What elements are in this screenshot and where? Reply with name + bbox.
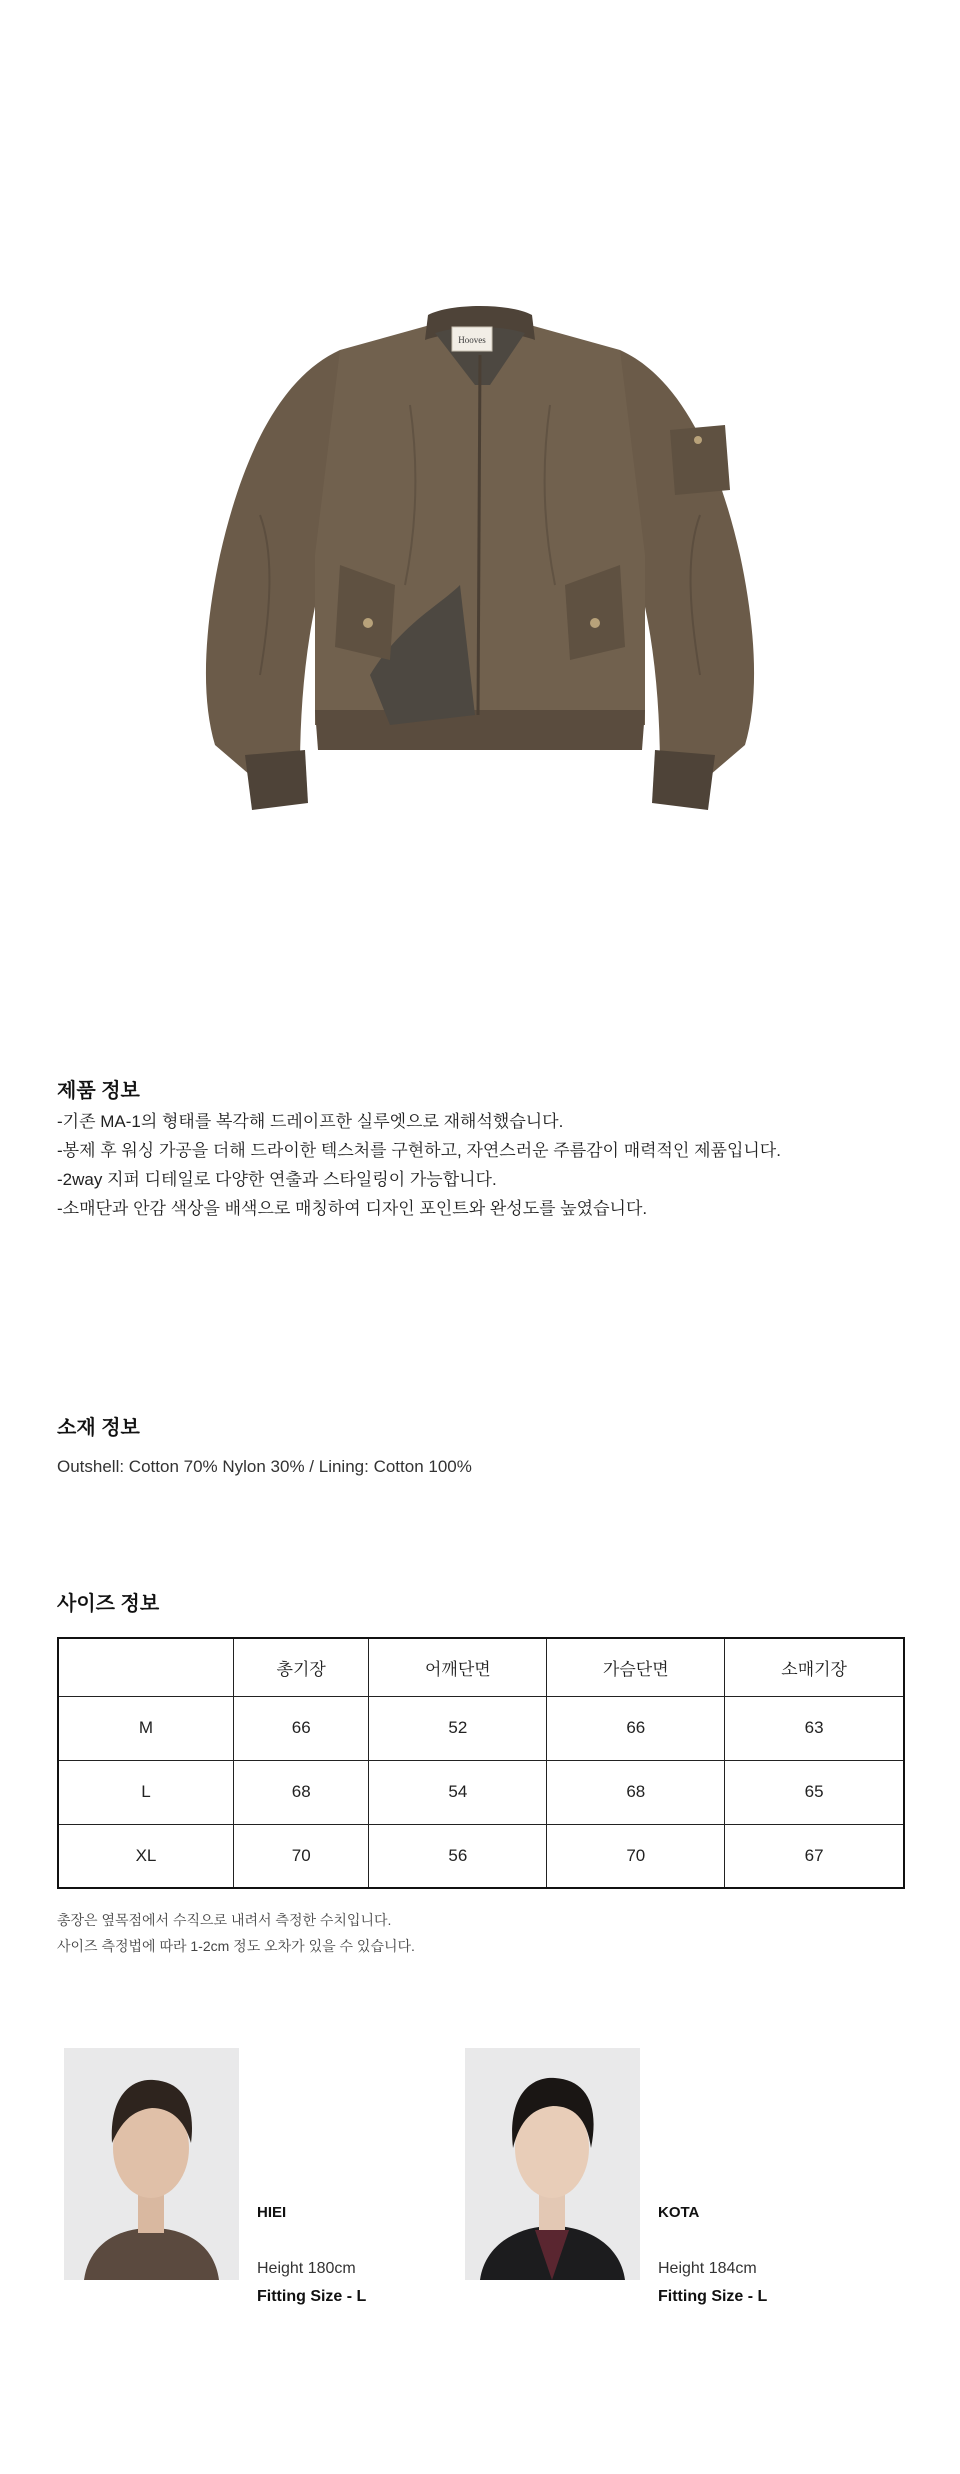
material-composition: Outshell: Cotton 70% Nylon 30% / Lining: Cotton 100% [57,1457,472,1476]
table-cell: 63 [725,1696,904,1760]
header-cell [58,1638,234,1696]
size-title: 사이즈 정보 [57,1593,160,1615]
description-line: -기존 MA-1의 형태를 복각해 드레이프한 실루엣으로 재해석했습니다. [57,1112,564,1131]
table-cell: 66 [547,1696,725,1760]
table-cell: 68 [547,1760,725,1824]
header-cell: 어깨단면 [369,1638,547,1696]
table-cell: 68 [234,1760,369,1824]
model-name: HIEI [257,2204,287,2221]
model-fitting-size: Fitting Size - L [257,2288,367,2305]
header-cell: 총기장 [234,1638,369,1696]
table-cell: 54 [369,1760,547,1824]
size-note: 사이즈 측정법에 따라 1-2cm 정도 오차가 있을 수 있습니다. [57,1938,415,1954]
material-title: 소재 정보 [57,1417,140,1439]
header-cell: 가슴단면 [547,1638,725,1696]
table-cell: 67 [725,1824,904,1888]
table-cell: 66 [234,1696,369,1760]
model-height: Height 184cm [658,2260,757,2277]
description-line: -소매단과 안감 색상을 배색으로 매칭하여 디자인 포인트와 완성도를 높였습니다. [57,1199,648,1218]
model-photo [64,2048,239,2280]
table-cell: 56 [369,1824,547,1888]
description-line: -2way 지퍼 디테일로 다양한 연출과 스타일링이 가능합니다. [57,1170,497,1189]
size-note: 총장은 옆목점에서 수직으로 내려서 측정한 수치입니다. [57,1912,392,1928]
table-row [58,1696,904,1760]
product-info-title: 제품 정보 [57,1080,140,1102]
size-label: L [58,1760,234,1824]
product-description-list [57,1107,781,1223]
table-cell: 52 [369,1696,547,1760]
size-label: XL [58,1824,234,1888]
table-row [58,1824,904,1888]
table-cell: 70 [547,1824,725,1888]
description-line: -봉제 후 워싱 가공을 더해 드라이한 텍스처를 구현하고, 자연스러운 주름감이 매력적인 제품입니다. [57,1141,781,1160]
model-name: KOTA [658,2204,700,2221]
table-cell: 65 [725,1760,904,1824]
bomber-jacket-image [190,255,770,855]
size-label: M [58,1696,234,1760]
size-table [57,1637,905,1889]
table-row [58,1760,904,1824]
model-photo [465,2048,640,2280]
header-cell: 소매기장 [725,1638,904,1696]
model-fitting-size: Fitting Size - L [658,2288,768,2305]
table-cell: 70 [234,1824,369,1888]
svg-text:Hooves: Hooves [458,335,486,345]
size-table-header [58,1638,904,1696]
size-notes [57,1907,415,1959]
model-height: Height 180cm [257,2260,356,2277]
